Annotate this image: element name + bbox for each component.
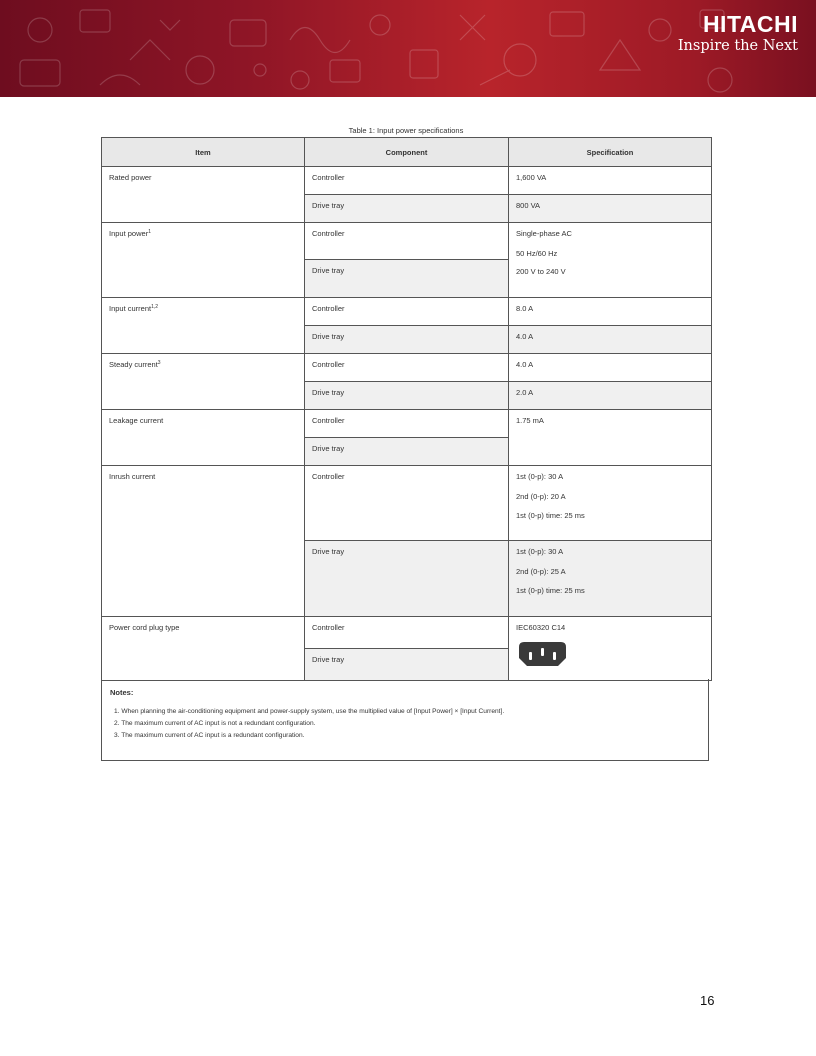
header-component: Component [305,138,509,167]
brand-tagline: Inspire the Next [677,38,798,54]
table-row [102,167,712,195]
component-cell: Controller [305,167,509,195]
spec-line: 1st (0-p) time: 25 ms [516,586,585,595]
note-item: 1. When planning the air-conditioning equipment and power-supply system, use the multiplied value of [Input Power] × [Input Current]. [114,708,505,715]
component-cell: Controller [305,298,509,326]
item-cell [102,466,305,617]
spec-cell: 4.0 A [509,326,712,354]
component-cell: Controller [305,354,509,382]
component-cell: Drive tray [305,260,509,298]
item-cell [102,354,305,410]
table-row [102,298,712,326]
spec-cell [509,466,712,541]
spec-line: 1st (0-p): 30 A [516,472,564,481]
item-label: Steady current [109,360,158,369]
spec-line: 2nd (0-p): 25 A [516,566,566,576]
item-label: Rated power [109,173,152,182]
item-cell [102,298,305,354]
component-cell: Drive tray [305,195,509,223]
item-label: Input current [109,304,152,313]
item-cell [102,223,305,298]
item-label: Input power [109,229,149,238]
note-item: 3. The maximum current of AC input is a redundant configuration. [114,732,305,739]
table-row [102,466,712,541]
spec-line: 1st (0-p) time: 25 ms [516,511,585,520]
table-row [102,223,712,260]
table-row [102,617,712,649]
header-specification: Specification [509,138,712,167]
spec-cell [509,223,712,298]
item-label: Inrush current [109,472,156,481]
footnote-ref: 1 [148,229,151,235]
table-row [102,354,712,382]
notes-title: Notes: [110,688,134,697]
table-caption: Table 1: Input power specifications [348,126,464,135]
footnote-ref: 1,2 [151,304,159,310]
input-power-spec-table [101,137,712,681]
spec-cell: 1,600 VA [509,167,712,195]
component-cell: Controller [305,617,509,649]
iec-c14-plug-icon [518,641,567,667]
spec-cell: 800 VA [509,195,712,223]
spec-line: 200 V to 240 V [516,266,566,276]
component-cell: Drive tray [305,382,509,410]
brand-logo [678,12,798,55]
component-cell: Drive tray [305,326,509,354]
notes-section [101,679,709,761]
spec-line: 2nd (0-p): 20 A [516,491,566,501]
spec-cell: 1.75 mA [509,410,712,466]
header-banner [0,0,816,97]
table-row [102,410,712,438]
component-cell: Controller [305,410,509,438]
spec-line: 1st (0-p): 30 A [516,547,564,556]
item-label: Leakage current [109,416,164,425]
spec-cell: 8.0 A [509,298,712,326]
component-cell: Drive tray [305,438,509,466]
brand-name: HITACHI [702,11,798,37]
table-header-row [102,138,712,167]
page-number: 16 [700,993,715,1008]
spec-cell: IEC60320 C14 [509,617,712,681]
spec-line: Single-phase AC [516,229,572,238]
item-label: Power cord plug type [109,623,180,632]
item-cell [102,617,305,681]
footnote-ref: 3 [157,360,161,366]
header-item: Item [102,138,305,167]
spec-cell: 2.0 A [509,382,712,410]
spec-cell [509,541,712,617]
note-item: 2. The maximum current of AC input is not a redundant configuration. [114,720,316,727]
item-cell [102,410,305,466]
component-cell: Drive tray [305,649,509,681]
component-cell: Controller [305,223,509,260]
spec-cell: 4.0 A [509,354,712,382]
component-cell: Controller [305,466,509,541]
component-cell: Drive tray [305,541,509,617]
spec-line: 50 Hz/60 Hz [516,248,558,258]
item-cell [102,167,305,223]
